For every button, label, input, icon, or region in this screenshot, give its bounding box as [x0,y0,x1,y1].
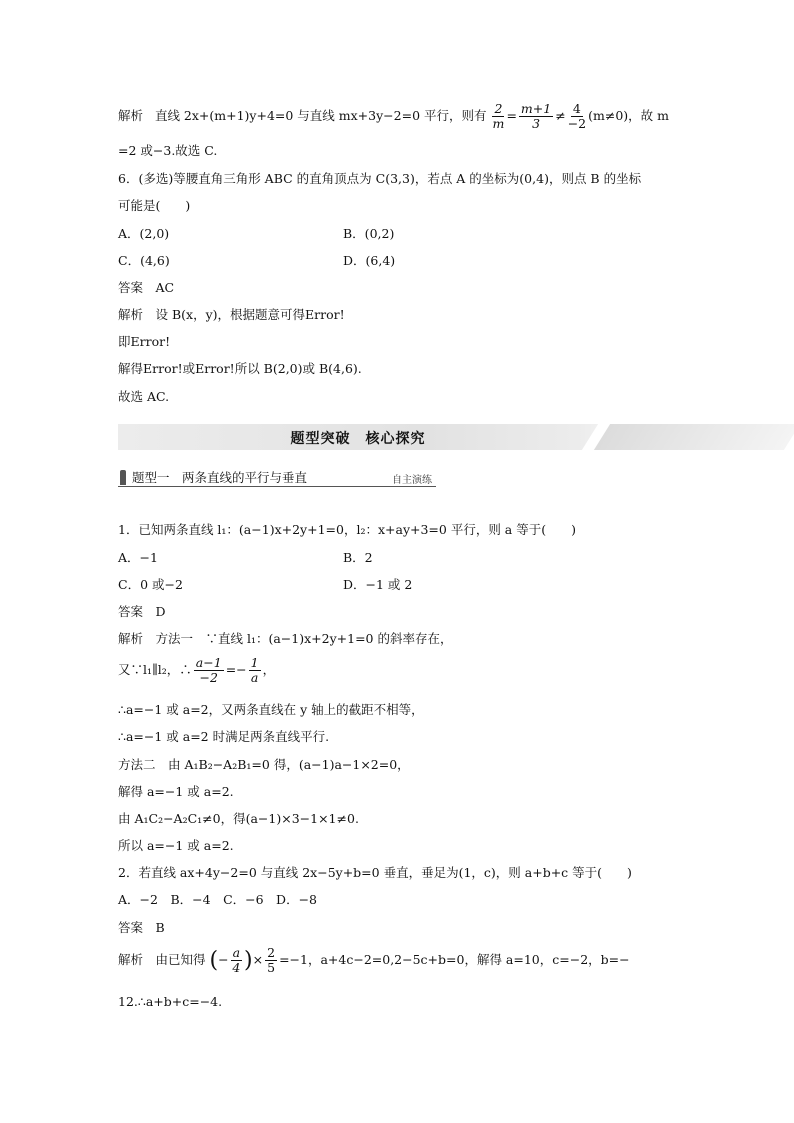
prev-solution-line1 [118,102,669,131]
equals-sign: = [506,108,517,123]
solution-line: 12.∴a+b+c=−4. [118,994,223,1009]
solution-line: 解得Error!或Error!所以 B(2,0)或 B(4,6). [118,361,362,376]
solution-line: 解析 方法一 ∵直线 l₁：(a−1)x+2y+1=0 的斜率存在， [118,631,453,646]
solution-line: 方法二 由 A₁B₂−A₂B₁=0 得，(a−1)a−1×2=0， [118,757,410,772]
solution-line: ∴a=−1 或 a=2 时满足两条直线平行. [118,729,330,744]
fraction: $\frac{2}{5}$ [267,945,276,975]
solution-line: 由 A₁C₂−A₂C₁≠0，得(a−1)×3−1×1≠0. [118,811,359,826]
fraction: $\frac{1}{a}$ [250,655,259,685]
solution-line: ∴a=−1 或 a=2，又两条直线在 y 轴上的截距不相等， [118,702,424,717]
minus-sign: − [218,952,229,967]
solution-line [118,946,630,975]
option-b: B．(0,2) [343,226,395,241]
prev-solution-line2: =2 或−3.故选 C. [118,143,218,158]
option-d: D．−1 或 2 [343,577,413,592]
fraction: $\frac{a}{4}$ [232,945,241,975]
section-banner [118,424,678,450]
paren: ( [209,947,219,973]
solution-text: 直线 2x+(m+1)y+4=0 与直线 mx+3y−2=0 平行，则有 [154,108,487,123]
paren: ) [244,947,253,973]
answer: 答案 B [118,920,165,935]
answer: 答案 D [118,604,166,619]
option-c: C．(4,6) [118,253,170,268]
fraction: $\frac{4}{-2}$ [567,101,587,131]
solution-line [118,656,275,685]
section-heading [118,470,436,487]
section-title: 题型一 两条直线的平行与垂直 [132,470,308,485]
option-a: A．−1 [118,550,158,565]
bookmark-icon [120,470,126,485]
banner-title: 题型突破 核心探究 [290,431,426,447]
fraction: $\frac{2}{m}$ [492,101,505,131]
option-b: B．2 [343,550,373,565]
option-c: C．0 或−2 [118,577,183,592]
fraction: $\frac{m+1}{3}$ [520,101,552,131]
times-sign: × [252,952,264,967]
question-6-stem-2: 可能是( ) [118,198,191,213]
solution-text: 解析 由已知得 [118,952,206,967]
question-6-stem: 6．(多选)等腰直角三角形 ABC 的直角顶点为 C(3,3)，若点 A 的坐标为(0,4)，则点 B 的坐标 [118,171,642,186]
solution-text: 又∵l₁∥l₂，∴ [118,662,192,677]
problem-2-stem: 2．若直线 ax+4y−2=0 与直线 2x−5y+b=0 垂直，垂足为(1，c)，则 a+b+c 等于( ) [118,865,632,880]
solution-line: 所以 a=−1 或 a=2. [118,838,234,853]
fraction: $\frac{a-1}{-2}$ [195,655,222,685]
option-d: D．(6,4) [343,253,396,268]
solution-line: 即Error! [118,334,171,349]
solution-tail: (m≠0)，故 m [588,108,669,123]
solution-line: 解析 设 B(x，y)，根据题意可得Error! [118,307,345,322]
problem-2-options: A．−2 B．−4 C．−6 D．−8 [118,892,318,907]
problem-1-stem: 1．已知两条直线 l₁：(a−1)x+2y+1=0，l₂：x+ay+3=0 平行，则 a 等于( ) [118,522,576,537]
section-tag: 自主演练 [392,475,432,486]
solution-text: =−1，a+4c−2=0,2−5c+b=0，解得 a=10，c=−2，b=− [279,952,630,967]
solution-label: 解析 [118,108,144,123]
solution-text: ， [262,662,276,677]
solution-line: 解得 a=−1 或 a=2. [118,784,234,799]
solution-text: =− [225,662,247,677]
option-a: A．(2,0) [118,226,170,241]
solution-line: 故选 AC. [118,389,170,404]
neq-sign: ≠ [555,108,566,123]
answer: 答案 AC [118,280,175,295]
